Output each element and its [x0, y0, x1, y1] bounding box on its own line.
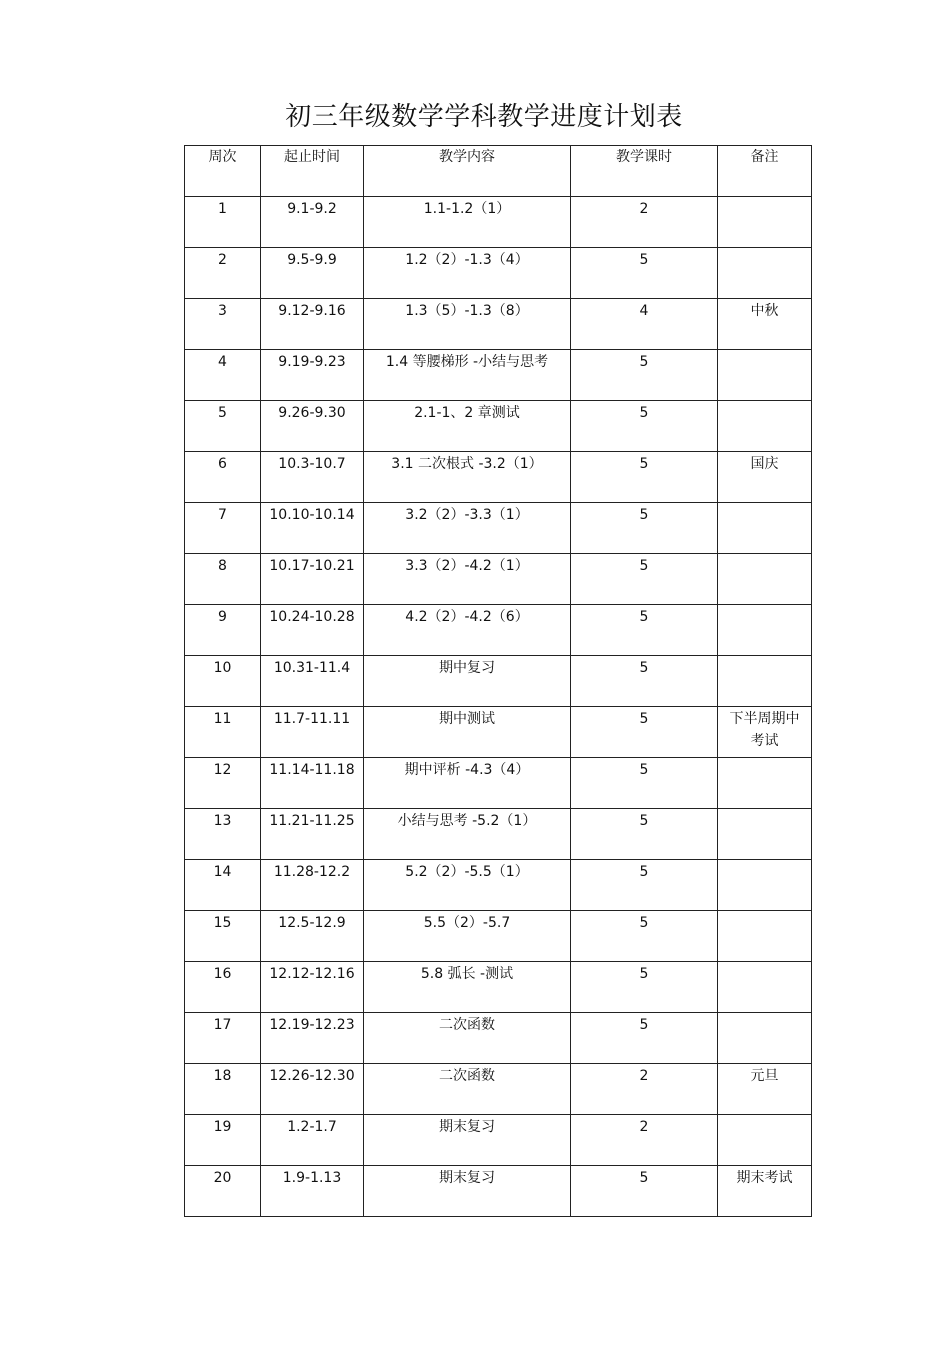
table-row [185, 809, 812, 860]
dates-cell-text: 11.7-11.11 [273, 711, 351, 727]
content-cell-text: 期末复习 [439, 1170, 495, 1186]
hours-cell [571, 401, 718, 452]
notes-cell-text [718, 911, 811, 912]
hours-cell-text: 5 [639, 966, 649, 982]
dates-cell [261, 503, 364, 554]
content-cell-text: 期中评析 -4.3（4） [404, 762, 530, 778]
notes-cell [718, 707, 812, 758]
notes-cell [718, 197, 812, 248]
content-cell [364, 707, 571, 758]
table-row [185, 1013, 812, 1064]
content-cell [364, 1064, 571, 1115]
dates-cell [261, 197, 364, 248]
hours-cell-text: 5 [639, 762, 649, 778]
notes-cell-text: 元旦 [750, 1068, 779, 1084]
hours-cell-text: 2 [639, 201, 649, 217]
week-cell-text: 10 [213, 660, 232, 676]
content-cell-text: 二次函数 [439, 1017, 495, 1033]
notes-cell-text [718, 656, 811, 657]
hours-cell [571, 911, 718, 962]
dates-cell [261, 605, 364, 656]
page-title: 初三年级数学学科教学进度计划表 [285, 102, 683, 132]
hours-cell [571, 197, 718, 248]
week-cell-text: 20 [213, 1170, 232, 1186]
hours-cell [571, 1013, 718, 1064]
dates-cell-text: 12.26-12.30 [269, 1068, 355, 1084]
dates-cell [261, 1013, 364, 1064]
table-row [185, 401, 812, 452]
dates-cell [261, 707, 364, 758]
hours-cell-text: 2 [639, 1119, 649, 1135]
hours-cell-text: 5 [639, 660, 649, 676]
week-cell-text: 6 [218, 456, 227, 472]
content-cell [364, 758, 571, 809]
notes-cell-text: 下半周期中考试 [729, 711, 800, 749]
hours-cell [571, 248, 718, 299]
header-week: 周次 [185, 146, 261, 197]
content-cell-text: 2.1-1、2 章测试 [414, 405, 520, 421]
table-row [185, 605, 812, 656]
week-cell-text: 9 [218, 609, 227, 625]
content-cell [364, 605, 571, 656]
dates-cell [261, 401, 364, 452]
table-header-row [185, 146, 812, 197]
notes-cell-text: 期末考试 [736, 1170, 793, 1186]
week-cell-text: 18 [213, 1068, 232, 1084]
dates-cell [261, 758, 364, 809]
notes-cell-text [718, 758, 811, 759]
hours-cell [571, 452, 718, 503]
content-cell-text: 二次函数 [439, 1068, 495, 1084]
week-cell-text: 11 [213, 711, 232, 727]
hours-cell [571, 962, 718, 1013]
notes-cell [718, 503, 812, 554]
hours-cell [571, 554, 718, 605]
content-cell-text: 期中复习 [439, 660, 495, 676]
content-cell-text: 期中测试 [439, 711, 495, 727]
hours-cell-text: 5 [639, 864, 649, 880]
week-cell-text: 15 [213, 915, 232, 931]
table-row [185, 962, 812, 1013]
content-cell [364, 350, 571, 401]
table-row [185, 758, 812, 809]
hours-cell [571, 1166, 718, 1217]
content-cell [364, 554, 571, 605]
notes-cell-text [718, 860, 811, 861]
dates-cell [261, 1064, 364, 1115]
dates-cell-text: 9.19-9.23 [278, 354, 346, 370]
week-cell-text: 3 [218, 303, 227, 319]
week-cell [185, 758, 261, 809]
notes-cell-text [718, 554, 811, 555]
week-cell [185, 1115, 261, 1166]
content-cell [364, 299, 571, 350]
hours-cell-text: 5 [639, 558, 649, 574]
dates-cell-text: 10.31-11.4 [273, 660, 351, 676]
week-cell-text: 14 [213, 864, 232, 880]
week-cell [185, 248, 261, 299]
dates-cell [261, 809, 364, 860]
header-hours: 教学课时 [571, 146, 718, 197]
table-row [185, 503, 812, 554]
week-cell-text: 5 [218, 405, 227, 421]
dates-cell-text: 9.5-9.9 [287, 252, 337, 268]
content-cell [364, 911, 571, 962]
dates-cell [261, 350, 364, 401]
hours-cell-text: 5 [639, 711, 649, 727]
content-cell-text: 期末复习 [439, 1119, 495, 1135]
content-cell-text: 3.1 二次根式 -3.2（1） [391, 456, 543, 472]
week-cell [185, 503, 261, 554]
week-cell-text: 7 [218, 507, 227, 523]
dates-cell [261, 452, 364, 503]
hours-cell [571, 707, 718, 758]
hours-cell-text: 2 [639, 1068, 649, 1084]
week-cell [185, 350, 261, 401]
notes-cell-text [718, 962, 811, 963]
content-cell [364, 503, 571, 554]
content-cell-text: 3.2（2）-3.3（1） [405, 507, 529, 523]
week-cell [185, 707, 261, 758]
hours-cell [571, 809, 718, 860]
notes-cell [718, 962, 812, 1013]
table-row [185, 248, 812, 299]
notes-cell-text [718, 1115, 811, 1116]
notes-cell [718, 401, 812, 452]
content-cell [364, 197, 571, 248]
hours-cell-text: 5 [639, 1017, 649, 1033]
content-cell-text: 3.3（2）-4.2（1） [405, 558, 529, 574]
week-cell [185, 809, 261, 860]
content-cell-text: 小结与思考 -5.2（1） [397, 813, 537, 829]
content-cell-text: 5.2（2）-5.5（1） [405, 864, 529, 880]
schedule-table [184, 145, 812, 1217]
hours-cell [571, 758, 718, 809]
dates-cell-text: 11.14-11.18 [269, 762, 355, 778]
week-cell [185, 911, 261, 962]
hours-cell [571, 1064, 718, 1115]
notes-cell [718, 1013, 812, 1064]
hours-cell [571, 350, 718, 401]
notes-cell [718, 1064, 812, 1115]
week-cell [185, 1064, 261, 1115]
dates-cell-text: 9.12-9.16 [278, 303, 346, 319]
dates-cell-text: 9.26-9.30 [278, 405, 346, 421]
hours-cell-text: 5 [639, 915, 649, 931]
dates-cell-text: 11.28-12.2 [273, 864, 351, 880]
hours-cell-text: 5 [639, 252, 649, 268]
notes-cell [718, 1166, 812, 1217]
table-row [185, 554, 812, 605]
content-cell [364, 248, 571, 299]
hours-cell [571, 1115, 718, 1166]
dates-cell-text: 9.1-9.2 [287, 201, 337, 217]
notes-cell [718, 860, 812, 911]
dates-cell-text: 12.12-12.16 [269, 966, 355, 982]
week-cell [185, 860, 261, 911]
dates-cell [261, 1115, 364, 1166]
notes-cell-text [718, 197, 811, 198]
week-cell [185, 197, 261, 248]
header-notes: 备注 [718, 146, 812, 197]
week-cell-text: 16 [213, 966, 232, 982]
dates-cell [261, 554, 364, 605]
hours-cell-text: 5 [639, 354, 649, 370]
content-cell [364, 962, 571, 1013]
content-cell [364, 452, 571, 503]
hours-cell-text: 5 [639, 609, 649, 625]
table-row [185, 1115, 812, 1166]
hours-cell [571, 299, 718, 350]
hours-cell-text: 4 [639, 303, 649, 319]
notes-cell-text [718, 248, 811, 249]
dates-cell-text: 1.2-1.7 [287, 1119, 337, 1135]
week-cell [185, 452, 261, 503]
notes-cell-text [718, 605, 811, 606]
content-cell [364, 656, 571, 707]
notes-cell [718, 758, 812, 809]
table-row [185, 911, 812, 962]
dates-cell-text: 10.24-10.28 [269, 609, 355, 625]
dates-cell [261, 299, 364, 350]
dates-cell-text: 12.19-12.23 [269, 1017, 355, 1033]
dates-cell [261, 1166, 364, 1217]
table-row [185, 1166, 812, 1217]
dates-cell [261, 860, 364, 911]
dates-cell-text: 1.9-1.13 [282, 1170, 342, 1186]
table-row [185, 707, 812, 758]
week-cell-text: 12 [213, 762, 232, 778]
content-cell-text: 5.8 弧长 -测试 [420, 966, 514, 982]
table-row [185, 299, 812, 350]
notes-cell [718, 605, 812, 656]
table-row [185, 656, 812, 707]
hours-cell [571, 503, 718, 554]
notes-cell [718, 350, 812, 401]
content-cell-text: 1.1-1.2（1） [423, 201, 511, 217]
week-cell [185, 554, 261, 605]
notes-cell [718, 809, 812, 860]
week-cell [185, 1166, 261, 1217]
week-cell [185, 605, 261, 656]
content-cell [364, 809, 571, 860]
content-cell-text: 1.4 等腰梯形 -小结与思考 [385, 354, 549, 370]
notes-cell [718, 656, 812, 707]
dates-cell-text: 10.10-10.14 [269, 507, 355, 523]
dates-cell [261, 962, 364, 1013]
notes-cell-text: 国庆 [750, 456, 779, 472]
table-row [185, 350, 812, 401]
dates-cell [261, 248, 364, 299]
notes-cell [718, 299, 812, 350]
hours-cell-text: 5 [639, 405, 649, 421]
notes-cell-text: 中秋 [750, 303, 779, 319]
hours-cell [571, 656, 718, 707]
hours-cell-text: 5 [639, 1170, 649, 1186]
dates-cell [261, 656, 364, 707]
dates-cell-text: 10.3-10.7 [278, 456, 346, 472]
content-cell [364, 1115, 571, 1166]
table-row [185, 860, 812, 911]
week-cell [185, 962, 261, 1013]
content-cell-text: 1.2（2）-1.3（4） [405, 252, 529, 268]
week-cell-text: 17 [213, 1017, 232, 1033]
content-cell-text: 5.5（2）-5.7 [423, 915, 511, 931]
table-row [185, 1064, 812, 1115]
notes-cell [718, 554, 812, 605]
week-cell-text: 8 [218, 558, 227, 574]
notes-cell-text [718, 809, 811, 810]
notes-cell [718, 248, 812, 299]
hours-cell [571, 860, 718, 911]
hours-cell-text: 5 [639, 456, 649, 472]
notes-cell [718, 452, 812, 503]
dates-cell-text: 10.17-10.21 [269, 558, 355, 574]
week-cell [185, 656, 261, 707]
table-row [185, 452, 812, 503]
notes-cell-text [718, 350, 811, 351]
week-cell-text: 2 [218, 252, 227, 268]
week-cell [185, 1013, 261, 1064]
notes-cell [718, 1115, 812, 1166]
notes-cell-text [718, 1013, 811, 1014]
week-cell [185, 401, 261, 452]
content-cell [364, 1013, 571, 1064]
content-cell [364, 860, 571, 911]
hours-cell-text: 5 [639, 507, 649, 523]
header-content: 教学内容 [364, 146, 571, 197]
week-cell-text: 19 [213, 1119, 232, 1135]
week-cell-text: 1 [218, 201, 227, 217]
notes-cell-text [718, 401, 811, 402]
notes-cell [718, 911, 812, 962]
dates-cell-text: 11.21-11.25 [269, 813, 355, 829]
header-dates: 起止时间 [261, 146, 364, 197]
content-cell-text: 1.3（5）-1.3（8） [405, 303, 529, 319]
content-cell [364, 401, 571, 452]
content-cell [364, 1166, 571, 1217]
content-cell-text: 4.2（2）-4.2（6） [405, 609, 529, 625]
dates-cell-text: 12.5-12.9 [278, 915, 346, 931]
dates-cell [261, 911, 364, 962]
week-cell-text: 13 [213, 813, 232, 829]
hours-cell-text: 5 [639, 813, 649, 829]
week-cell-text: 4 [218, 354, 227, 370]
notes-cell-text [718, 503, 811, 504]
hours-cell [571, 605, 718, 656]
table-row [185, 197, 812, 248]
week-cell [185, 299, 261, 350]
